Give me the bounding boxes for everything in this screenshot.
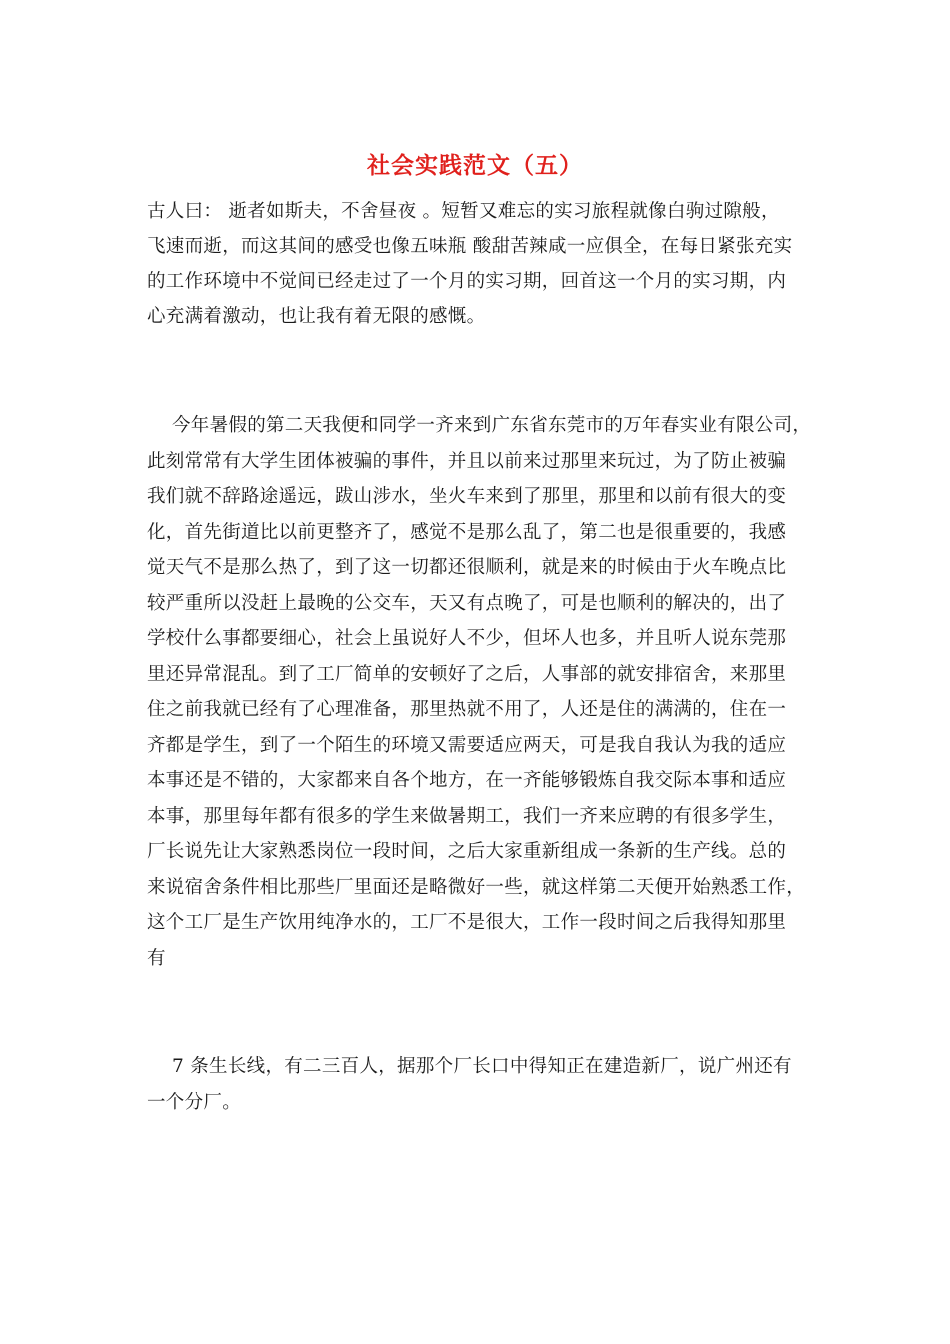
paragraph-2-line-7: 学校什么事都要细心，社会上虽说好人不少，但坏人也多，并且听人说东莞那 xyxy=(147,628,787,649)
paragraph-2-line-13: 厂长说先让大家熟悉岗位一段时间，之后大家重新组成一条新的生产线。总的 xyxy=(147,841,787,862)
paragraph-2-line-6: 较严重所以没赶上最晚的公交车，天又有点晚了，可是也顺利的解决的，出了 xyxy=(147,593,787,614)
paragraph-1-line-2: 飞速而逝，而这其间的感受也像五味瓶 酸甜苦辣咸一应俱全，在每日紧张充实 xyxy=(147,236,793,257)
paragraph-2-line-11: 本事还是不错的，大家都来自各个地方，在一齐能够锻炼自我交际本事和适应 xyxy=(147,770,787,791)
paragraph-2-line-2: 此刻常常有大学生团体被骗的事件，并且以前来过那里来玩过，为了防止被骗 xyxy=(147,451,787,472)
paragraph-2-line-12: 本事，那里每年都有很多的学生来做暑期工，我们一齐来应聘的有很多学生， xyxy=(147,806,787,827)
paragraph-2-line-8: 里还异常混乱。到了工厂简单的安顿好了之后，人事部的就安排宿舍，来那里 xyxy=(147,664,787,685)
paragraph-2-line-4: 化，首先街道比以前更整齐了，感觉不是那么乱了，第二也是很重要的，我感 xyxy=(147,522,787,543)
paragraph-2-line-16: 有 xyxy=(147,948,166,969)
paragraph-2-line-1: 今年暑假的第二天我便和同学一齐来到广东省东莞市的万年春实业有限公司， xyxy=(172,415,812,436)
paragraph-2-line-14: 来说宿舍条件相比那些厂里面还是略微好一些，就这样第二天便开始熟悉工作， xyxy=(147,877,806,898)
document-title: 社会实践范文（五） xyxy=(367,152,583,179)
paragraph-2-line-5: 觉天气不是那么热了，到了这一切都还很顺利，就是来的时候由于火车晚点比 xyxy=(147,557,787,578)
paragraph-3-line-1: 7 条生长线，有二三百人，据那个厂长口中得知正在建造新厂，说广州还有 xyxy=(172,1056,792,1077)
paragraph-2-line-10: 齐都是学生，到了一个陌生的环境又需要适应两天，可是我自我认为我的适应 xyxy=(147,735,787,756)
paragraph-1-line-3: 的工作环境中不觉间已经走过了一个月的实习期，回首这一个月的实习期，内 xyxy=(147,271,787,292)
paragraph-2-line-15: 这个工厂是生产饮用纯净水的，工厂不是很大，工作一段时间之后我得知那里 xyxy=(147,912,787,933)
paragraph-1-line-1: 古人曰： 逝者如斯夫，不舍昼夜 。短暂又难忘的实习旅程就像白驹过隙般， xyxy=(147,201,780,222)
paragraph-2-line-3: 我们就不辞路途遥远，跋山涉水，坐火车来到了那里，那里和以前有很大的变 xyxy=(147,486,787,507)
paragraph-3-line-2: 一个分厂。 xyxy=(147,1092,242,1113)
paragraph-2-line-9: 住之前我就已经有了心理准备，那里热就不用了，人还是住的满满的，住在一 xyxy=(147,699,787,720)
paragraph-1-line-4: 心充满着激动，也让我有着无限的感慨。 xyxy=(147,306,486,327)
